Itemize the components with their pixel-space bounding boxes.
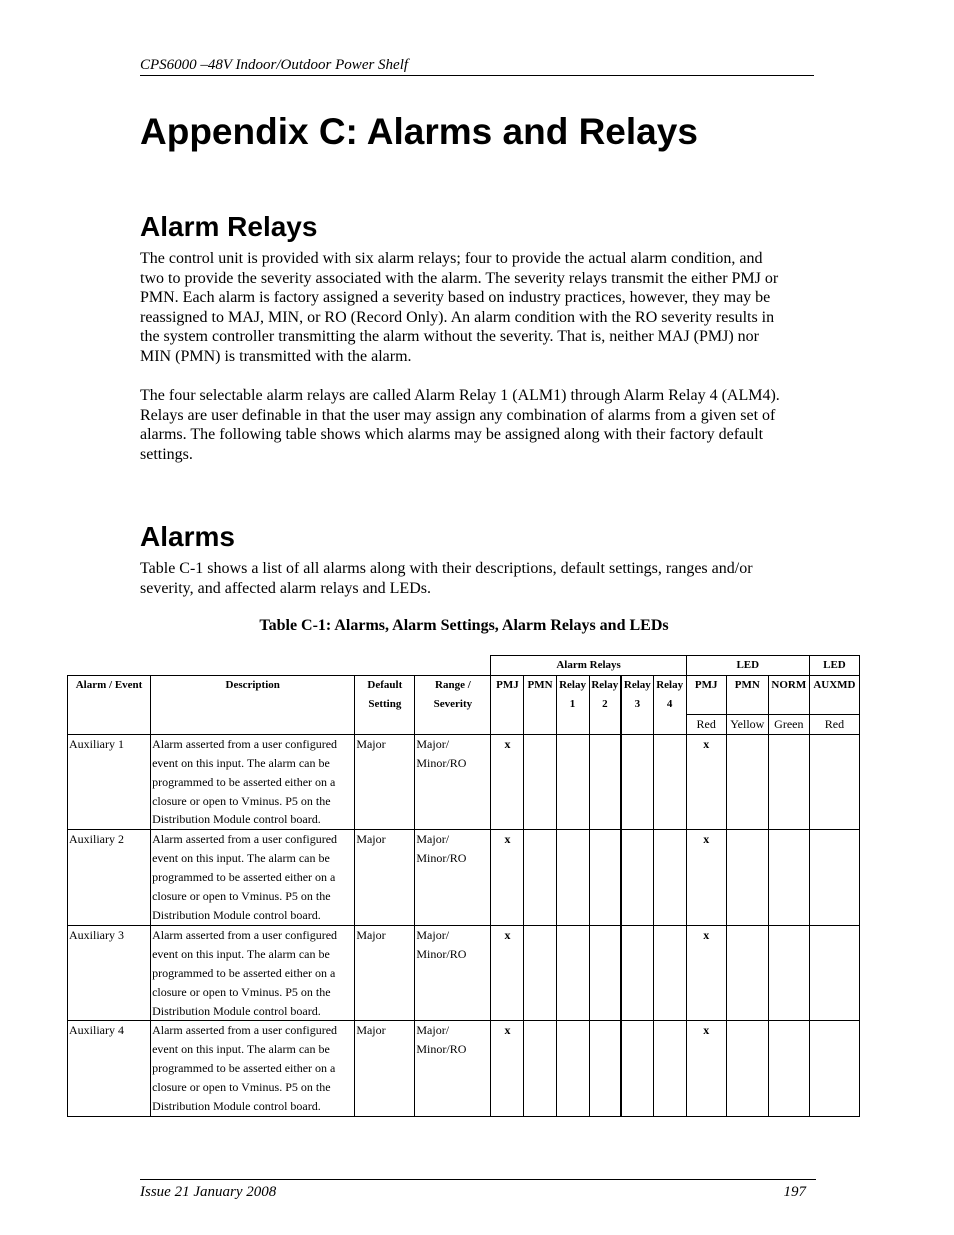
page-number: 197 <box>783 1184 806 1200</box>
header-pmj: PMJ <box>491 675 524 734</box>
cell-description: Alarm asserted from a user configured event on this input. The alarm can be programmed to be asserted either on a closure or open to Vminus. P5 on the Distribution Module control board. <box>151 1021 355 1117</box>
header-relay-3: Relay 3 <box>621 675 653 734</box>
cell-relay-1 <box>556 830 589 926</box>
cell-relay-2 <box>589 1021 621 1117</box>
cell-led-norm <box>768 734 809 830</box>
cell-led-pmj: x <box>686 734 726 830</box>
header-led-group: LED <box>686 656 809 676</box>
cell-led-pmj: x <box>686 1021 726 1117</box>
cell-relay-3 <box>621 830 653 926</box>
cell-pmn <box>524 830 556 926</box>
cell-pmj: x <box>491 1021 524 1117</box>
cell-pmn <box>524 925 556 1021</box>
cell-relay-4 <box>653 1021 686 1117</box>
cell-default: Major <box>355 830 415 926</box>
cell-led-auxmd <box>809 830 859 926</box>
led-color-red: Red <box>686 714 726 734</box>
cell-led-auxmd <box>809 925 859 1021</box>
header-description: Description <box>151 675 355 734</box>
header-led-pmn: PMN <box>726 675 768 714</box>
cell-range: Major/ Minor/RO <box>415 830 491 926</box>
header-relay-2: Relay 2 <box>589 675 621 734</box>
running-header: CPS6000 –48V Indoor/Outdoor Power Shelf <box>140 57 814 76</box>
cell-led-pmn <box>726 830 768 926</box>
cell-description: Alarm asserted from a user configured event on this input. The alarm can be programmed to be asserted either on a closure or open to Vminus. P5 on the Distribution Module control board. <box>151 925 355 1021</box>
cell-default: Major <box>355 925 415 1021</box>
header-alarm-relays-group: Alarm Relays <box>491 656 686 676</box>
cell-led-norm <box>768 925 809 1021</box>
page-title: Appendix C: Alarms and Relays <box>140 111 698 152</box>
cell-relay-4 <box>653 830 686 926</box>
cell-alarm: Auxiliary 1 <box>68 734 151 830</box>
cell-led-norm <box>768 830 809 926</box>
cell-led-pmn <box>726 734 768 830</box>
table-column-header-row <box>68 675 860 714</box>
table-row <box>68 1021 860 1117</box>
cell-led-pmj: x <box>686 830 726 926</box>
section-heading-alarm-relays: Alarm Relays <box>140 211 318 242</box>
cell-pmn <box>524 1021 556 1117</box>
table-group-header-row <box>68 656 860 676</box>
led-color-yellow: Yellow <box>726 714 768 734</box>
paragraph-alarm-relays-1: The control unit is provided with six alarm relays; four to provide the actual alarm condition, and two to provide the severity associated with the alarm. The severity relays transmit the either PMJ or PMN. Each alarm is factory assigned a severity based on industry practices, however, they may be reassigned to MAJ, MIN, or RO (Record Only). An alarm condition with the RO severity results in the system controller transmitting the alarm without the severity. That is, neither MAJ (PMJ) nor MIN (PMN) is transmitted with the alarm. <box>140 250 779 365</box>
header-relay-1: Relay 1 <box>556 675 589 734</box>
header-pmn: PMN <box>524 675 556 734</box>
cell-relay-1 <box>556 734 589 830</box>
led-color-green: Green <box>768 714 809 734</box>
cell-led-pmj: x <box>686 925 726 1021</box>
header-relay-4: Relay 4 <box>653 675 686 734</box>
cell-alarm: Auxiliary 3 <box>68 925 151 1021</box>
cell-pmn <box>524 734 556 830</box>
led-color-red-2: Red <box>809 714 859 734</box>
cell-relay-4 <box>653 925 686 1021</box>
cell-relay-3 <box>621 1021 653 1117</box>
header-led-group-2: LED <box>809 656 859 676</box>
header-led-auxmd: AUXMD <box>809 675 859 714</box>
cell-pmj: x <box>491 830 524 926</box>
cell-relay-3 <box>621 734 653 830</box>
header-default-setting: Default Setting <box>355 675 415 734</box>
cell-alarm: Auxiliary 4 <box>68 1021 151 1117</box>
paragraph-alarms-1: Table C-1 shows a list of all alarms along with their descriptions, default settings, ranges and/or severity, and affected alarm relays and LEDs. <box>140 560 753 597</box>
header-led-norm: NORM <box>768 675 809 714</box>
cell-led-auxmd <box>809 1021 859 1117</box>
cell-led-pmn <box>726 1021 768 1117</box>
table-row <box>68 830 860 926</box>
alarms-table <box>67 655 860 1117</box>
cell-range: Major/ Minor/RO <box>415 925 491 1021</box>
cell-alarm: Auxiliary 2 <box>68 830 151 926</box>
cell-relay-1 <box>556 1021 589 1117</box>
section-heading-alarms: Alarms <box>140 521 235 552</box>
cell-led-norm <box>768 1021 809 1117</box>
table-caption: Table C-1: Alarms, Alarm Settings, Alarm Relays and LEDs <box>259 617 669 634</box>
cell-range: Major/ Minor/RO <box>415 734 491 830</box>
table-row <box>68 734 860 830</box>
cell-relay-1 <box>556 925 589 1021</box>
cell-relay-3 <box>621 925 653 1021</box>
cell-relay-2 <box>589 830 621 926</box>
cell-pmj: x <box>491 734 524 830</box>
cell-description: Alarm asserted from a user configured event on this input. The alarm can be programmed to be asserted either on a closure or open to Vminus. P5 on the Distribution Module control board. <box>151 830 355 926</box>
running-footer <box>140 1179 816 1201</box>
cell-led-auxmd <box>809 734 859 830</box>
header-led-pmj: PMJ <box>686 675 726 714</box>
paragraph-alarm-relays-2: The four selectable alarm relays are called Alarm Relay 1 (ALM1) through Alarm Relay 4 (ALM4). Relays are user definable in that the user may assign any combination of alarms from a given set of alarms. The following table shows which alarms may be assigned along with their factory default settings. <box>140 387 780 463</box>
header-range-severity: Range / Severity <box>415 675 491 734</box>
cell-description: Alarm asserted from a user configured event on this input. The alarm can be programmed to be asserted either on a closure or open to Vminus. P5 on the Distribution Module control board. <box>151 734 355 830</box>
cell-relay-4 <box>653 734 686 830</box>
cell-relay-2 <box>589 734 621 830</box>
table-row <box>68 925 860 1021</box>
cell-default: Major <box>355 1021 415 1117</box>
cell-relay-2 <box>589 925 621 1021</box>
cell-pmj: x <box>491 925 524 1021</box>
cell-led-pmn <box>726 925 768 1021</box>
footer-issue: Issue 21 January 2008 <box>140 1184 277 1200</box>
cell-range: Major/ Minor/RO <box>415 1021 491 1117</box>
cell-default: Major <box>355 734 415 830</box>
header-alarm-event: Alarm / Event <box>68 675 151 734</box>
